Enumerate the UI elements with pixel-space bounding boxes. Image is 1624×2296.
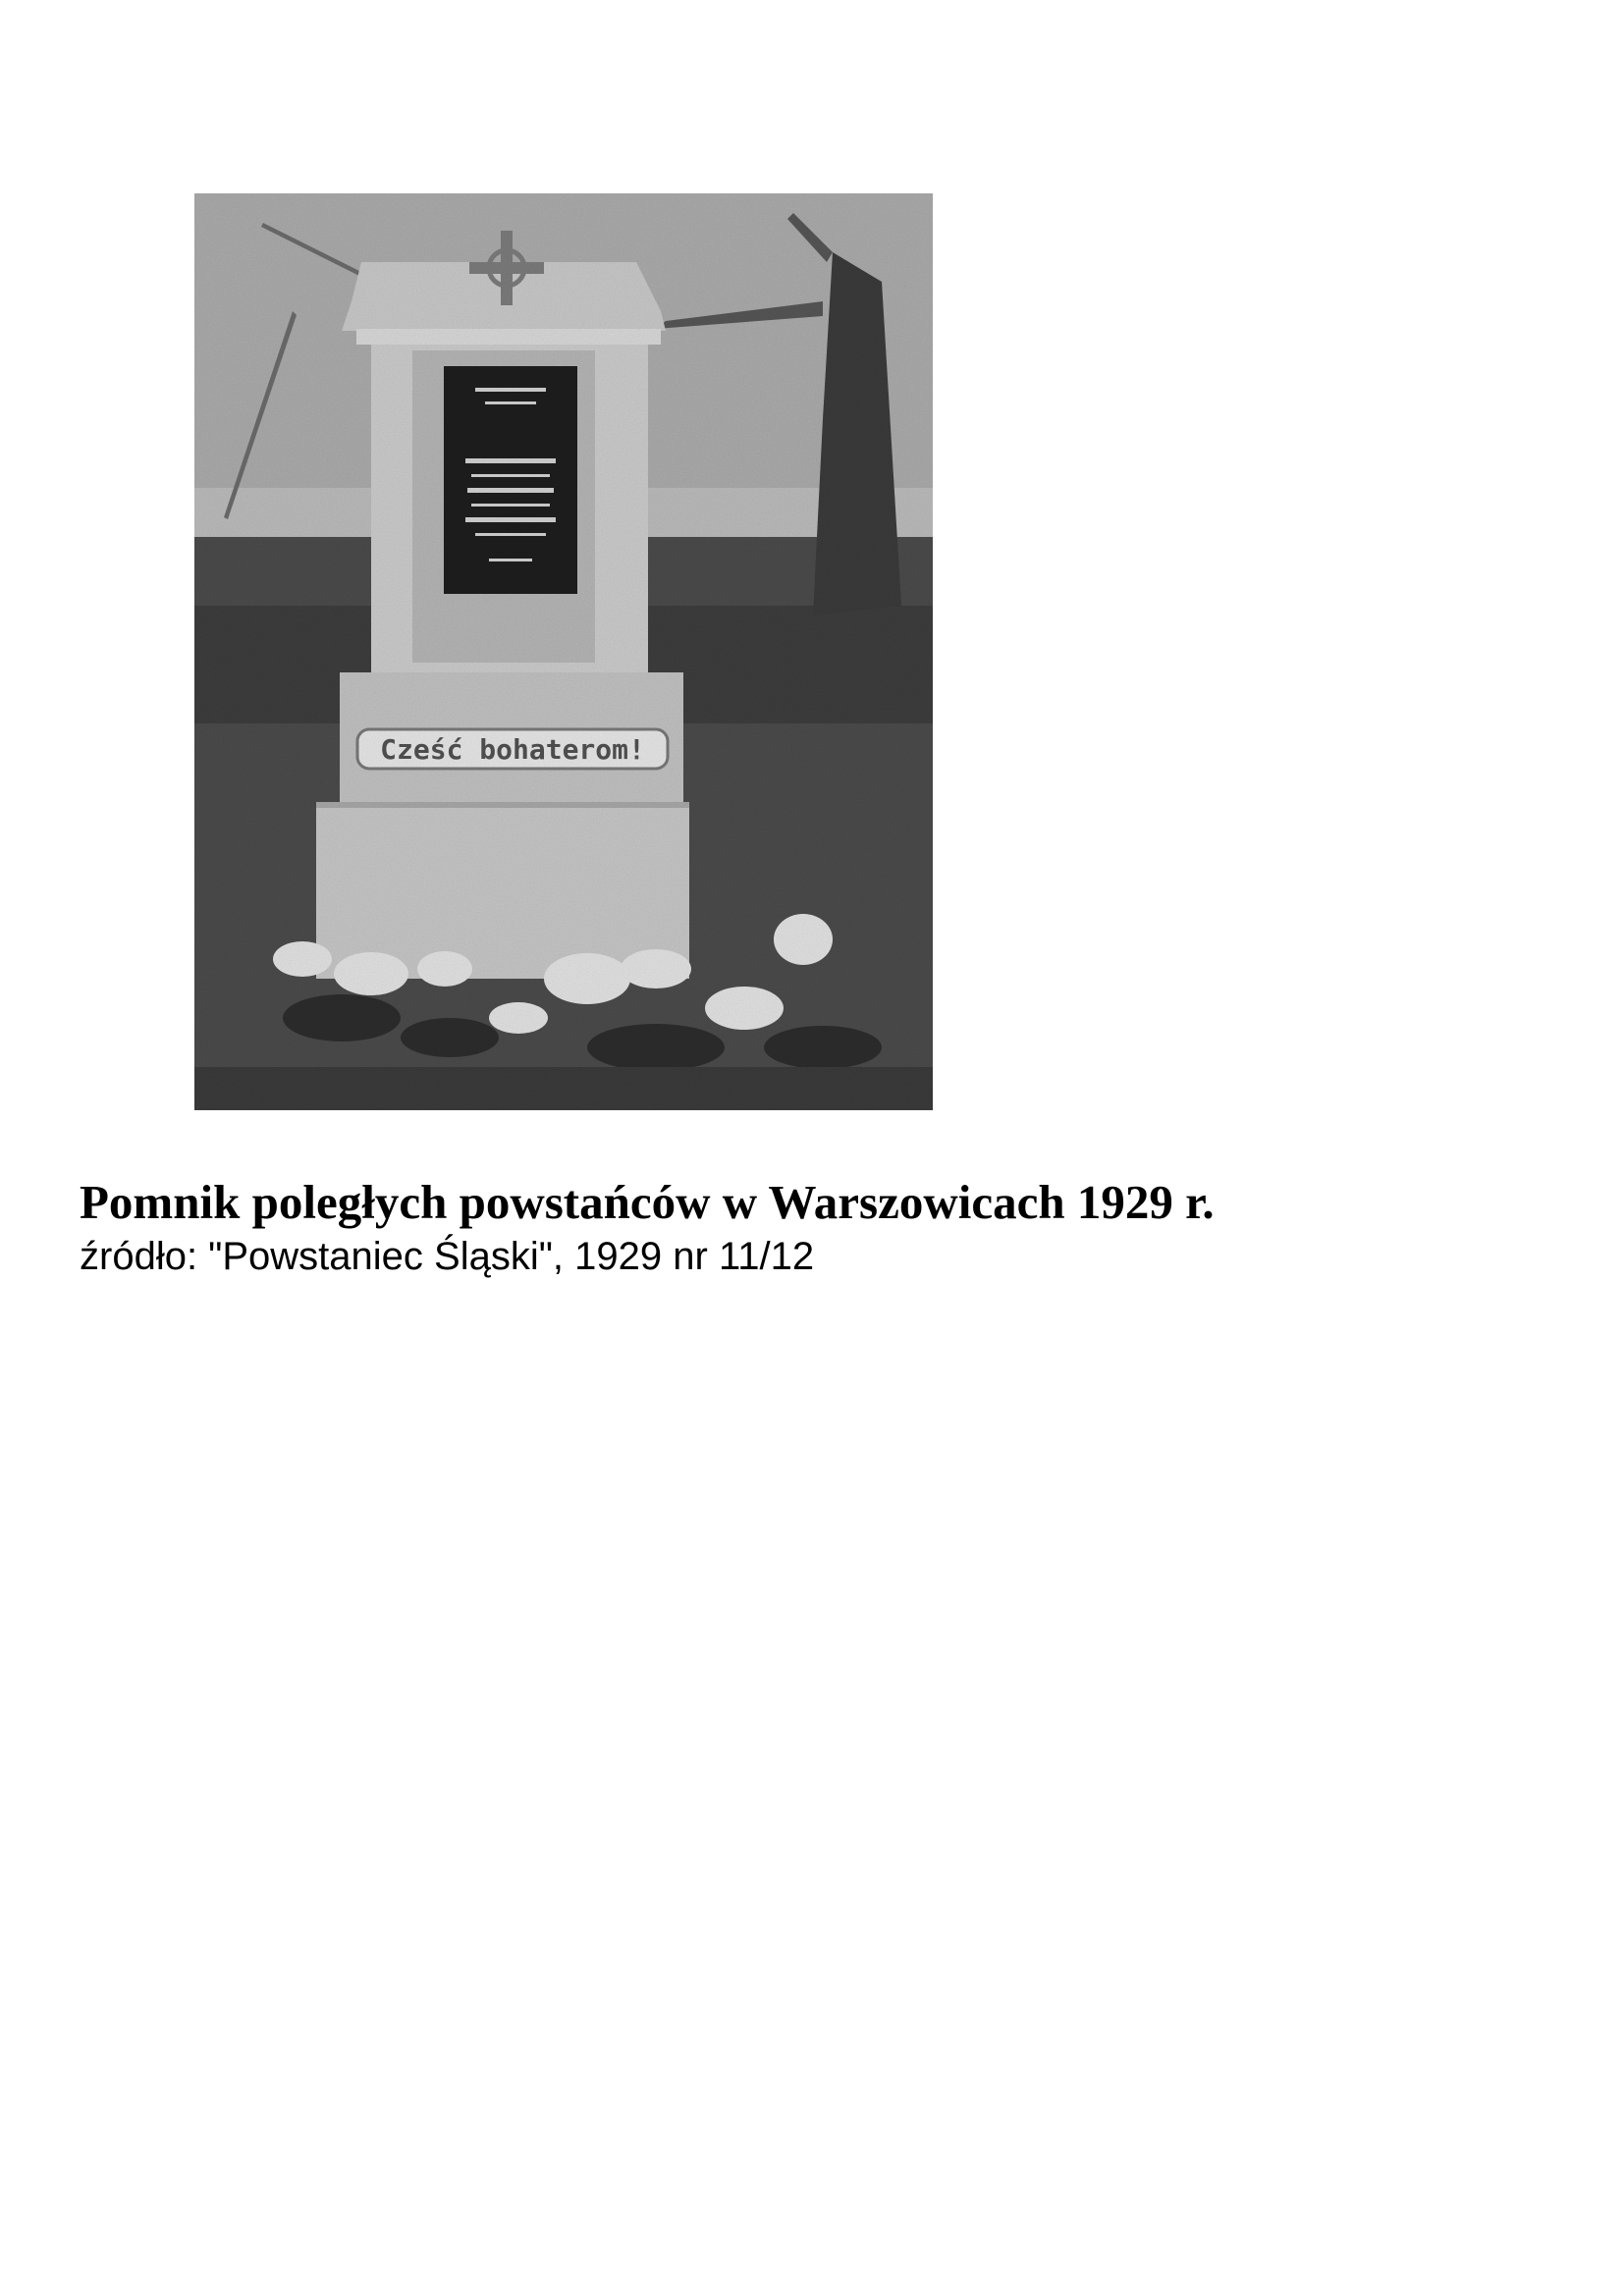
monument-photo xyxy=(194,193,933,1110)
monument-inscription: Cześć bohaterom! xyxy=(380,733,645,766)
caption-source: źródło: "Powstaniec Śląski", 1929 nr 11/12 xyxy=(80,1235,815,1278)
monument-photo-graphic xyxy=(194,193,933,1110)
caption-title: Pomnik poległych powstańców w Warszowicach 1929 r. xyxy=(80,1175,1215,1229)
